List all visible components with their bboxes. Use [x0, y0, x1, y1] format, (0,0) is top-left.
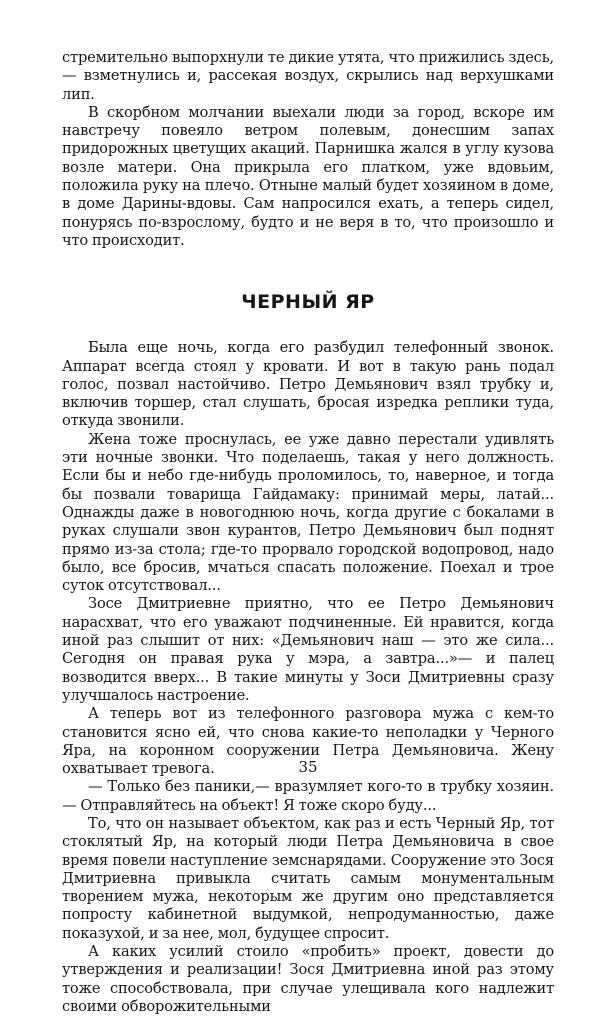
chapter-title: ЧЕРНЫЙ ЯР [241, 291, 375, 314]
paragraph: Была еще ночь, когда его разбудил телефонный звонок. Аппарат всегда стоял у кровати. И вот в такую рань подал голос, позвал настойчиво. Петро Демьянович взял трубку и, включив торшер, стал слушать, бросая изредка реплики туда, откуда звонили. [62, 339, 554, 430]
paragraph: А теперь вот из телефонного разговора мужа с кем-то становится ясно ей, что снова какие-то неполадки у Черного Яра, на коронном сооружении Петра Демьяновича. Жену охватывает тревога. [62, 705, 554, 778]
paragraph: Зосе Дмитриевне приятно, что ее Петро Демьянович нарасхват, что его уважают подчиненные. Ей нравится, когда иной раз слышит от них: «Демьянович наш — это же сила... Сегодня он правая рука у мэра, а завтра...»— и палец возводится вверх... В такие минуты у Зоси Дмитриевны сразу улучшалось настроение. [62, 595, 554, 704]
paragraph: А каких усилий стоило «пробить» проект, довести до утверждения и реализации! Зося Дмитриевна иной раз этому тоже способствовала, при случае улещивала кого надлежит своими обворожительными [62, 943, 554, 1015]
paragraph: То, что он называет объектом, как раз и есть Черный Яр, тот стоклятый Яр, на который люди Петра Демьяновича в свое время повели наступление земснарядами. Сооружение это Зося Дмитриевна привыкла считать самым монументальным творением мужа, некоторым же другим оно представляется попросту кабинетной выдумкой, непродуманностью, даже показухой, и за нее, мол, будущее спросит. [62, 814, 554, 942]
page-number: 35 [298, 758, 318, 776]
paragraph: — Только без паники,— вразумляет кого-то в трубку хозяин.— Отправляйтесь на объект! Я тоже скоро буду... [62, 778, 554, 814]
paragraph: В скорбном молчании выехали люди за город, вскоре им навстречу повеяло ветром полевым, донесшим запах придорожных цветущих акаций. Парнишка жался в углу кузова возле матери. Она прикрыла его платком, уже вдовьим, положила руку на плечо. Отныне малый будет хозяином в доме, в доме Дарины-вдовы. Сам напросился ехать, а теперь сидел, понурясь по-взрослому, будто и не веря в то, что произошло и что происходит. [62, 103, 554, 249]
book-page [62, 49, 554, 1016]
paragraph: Жена тоже проснулась, ее уже давно перестали удивлять эти ночные звонки. Что поделаешь, такая у него должность. Если бы и небо где-нибудь проломилось, то, наверное, и тогда бы позвали товарища Гайдамаку: принимай меры, латай... Однажды даже в новогоднюю ночь, когда другие с бокалами в руках слушали звон курантов, Петро Демьянович был поднят прямо из-за стола; где-то прорвало городской водопровод, надо было, все бросив, мчаться спасать положение. Поехал и трое суток отсутствовал... [62, 430, 554, 595]
paragraph-continued: стремительно выпорхнули те дикие утята, что прижились здесь,— взметнулись и, рассекая воздух, скрылись над верхушками лип. [62, 49, 554, 103]
